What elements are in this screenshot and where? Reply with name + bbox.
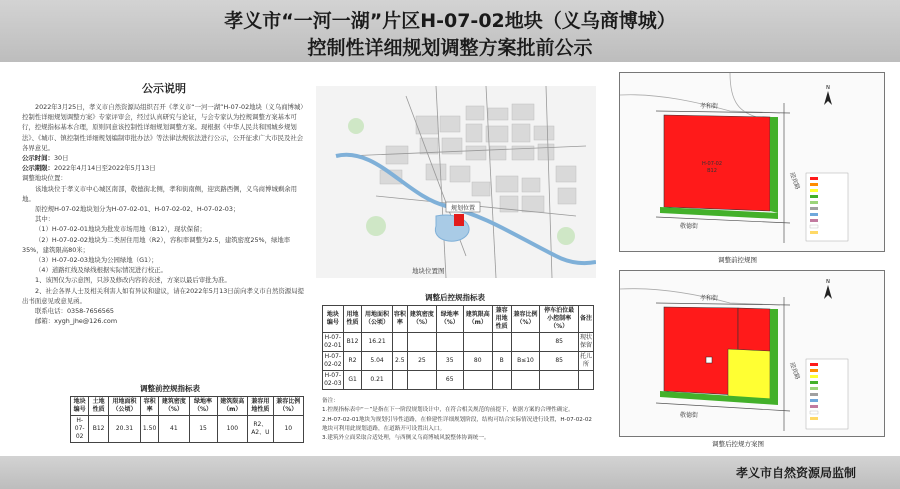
notice-overview-label: 调整地块位置： <box>22 174 67 183</box>
footer-org: 孝义市自然资源局监制 <box>735 466 856 480</box>
table-header-cell: 用地性质 <box>343 306 362 333</box>
map-after-caption: 调整后控规方案图 <box>712 440 764 448</box>
notice-section <box>22 80 306 326</box>
table-row <box>323 352 594 371</box>
road-label: 迎宾路 <box>788 171 801 191</box>
table-header-cell: 土地性质 <box>89 397 109 416</box>
table-cell <box>392 333 407 352</box>
table-cell <box>463 333 492 352</box>
table-header-cell: 容积率 <box>141 397 159 416</box>
svg-text:N: N <box>826 279 830 285</box>
table-cell: R2 <box>343 352 362 371</box>
table-cell: B12 <box>89 416 109 443</box>
after-table-caption: 调整后控规指标表 <box>425 293 485 302</box>
notice-note: 2、社会各界人士及相关利害人如有异议和建议，请在2022年5月13日前向孝义市自然资源局提出书面意见或意见函。 <box>22 286 304 305</box>
table-cell: 80 <box>463 352 492 371</box>
notice-email: 邮箱：xygh_jhe@126.com <box>35 317 118 326</box>
plot-label: B12 <box>707 168 717 174</box>
remark-item: 3.建筑外立面采取合适处理，与西侧义乌商博城风貌整体协调统一。 <box>322 435 490 442</box>
remark-item: 1.控规指标表中“－”是指在下一阶段规划设计中，在符合相关规范的前提下，依据方案的合理性确定。 <box>322 407 574 414</box>
table-cell: 20.31 <box>108 416 140 443</box>
table-header-cell: 地块编号 <box>71 397 89 416</box>
after-table <box>322 305 594 390</box>
table-cell: 85 <box>540 333 579 352</box>
notice-split: 原控规H-07-02地块划分为H-07-02-01、H-07-02-02、H-07-02-03； <box>35 205 240 214</box>
location-map-svg <box>316 86 596 278</box>
road-label: 孝和街 <box>700 295 719 302</box>
table-cell: B≤10 <box>511 352 540 371</box>
table-cell: 5.04 <box>362 352 392 371</box>
notice-term: 公示期限：2022年4月14日至2022年5月13日 <box>22 164 156 173</box>
map-after <box>619 270 885 437</box>
table-cell: 41 <box>159 416 189 443</box>
notice-note: 1、该图仅为示意图，只涉及修改内容的表述，方案以最后审批为准。 <box>35 276 231 285</box>
table-cell: 35 <box>436 352 463 371</box>
notice-among: 其中： <box>35 215 55 224</box>
table-cell: H-07-02 <box>71 416 89 443</box>
table-header-cell: 用地面积（公顷） <box>362 306 392 333</box>
notice-item: （1）H-07-02-01地块为批发市场用地（B12），现状保留； <box>35 225 206 234</box>
plot-location-marker <box>454 214 464 226</box>
page-title-line2: 控制性详细规划调整方案批前公示 <box>307 37 593 59</box>
table-header-cell: 停车泊位最小控制率（%） <box>540 306 579 333</box>
notice-paragraph: 2022年3月25日，孝义市自然资源局组织召开《孝义市“一河一湖”H-07-02地块（义乌商博城）控制性详细规划调整方案》专家评审会，经过认真研究与论证，与会专家认为控规调整方案基本可行，控规指标基本合理，原则同意该控制性详细规划调整方案。现根据《中华人民共和国城乡规划法》、《城市、镇控制性详细规划编制审批办法》等法律法规依法进行公示，公开征求广大市民及社会各界意见。 <box>22 103 304 152</box>
table-cell: 65 <box>436 371 463 390</box>
table-cell: 25 <box>407 352 436 371</box>
location-map <box>316 86 596 278</box>
road-label: 孝和街 <box>700 103 719 110</box>
table-row <box>323 371 594 390</box>
table-cell: 1.50 <box>141 416 159 443</box>
table-cell: H-07-02-03 <box>323 371 344 390</box>
table-cell <box>463 371 492 390</box>
table-header-cell: 建筑限高（m） <box>217 397 248 416</box>
svg-text:N: N <box>826 85 830 91</box>
table-header-cell: 兼容用地性质 <box>492 306 511 333</box>
table-cell: 现状保留 <box>579 333 594 352</box>
table-cell <box>407 333 436 352</box>
table-cell: B12 <box>343 333 362 352</box>
table-cell: 托儿所 <box>579 352 594 371</box>
table-header-cell: 建筑密度（%） <box>407 306 436 333</box>
plot-location-label: 规划位置 <box>450 205 476 212</box>
map-after-svg <box>620 271 885 437</box>
table-cell <box>511 333 540 352</box>
after-table-header-row <box>323 306 594 333</box>
table-header-cell: 兼容比例（%） <box>511 306 540 333</box>
road-label: 敬德街 <box>680 223 699 230</box>
plot-label: H-07-02 <box>701 161 723 167</box>
plot-b12 <box>664 307 738 395</box>
before-table-caption: 调整前控规指标表 <box>140 384 200 393</box>
notice-item: （2）H-07-02-02地块为二类居住用地（R2），容积率调整为2.5，建筑密度25%，绿地率35%，建筑限高80米； <box>22 235 291 254</box>
plot-r2 <box>728 349 770 399</box>
notice-heading: 公示说明 <box>142 82 186 95</box>
table-cell: 2.5 <box>392 352 407 371</box>
page-footer <box>0 456 900 489</box>
table-cell: 16.21 <box>362 333 392 352</box>
table-cell: 10 <box>273 416 303 443</box>
table-cell: R2、A2、U <box>248 416 274 443</box>
notice-overview: 该地块位于孝义市中心城区南部，敬德街北侧，孝和街南侧，迎宾路西侧，义乌商博城剩余用地。 <box>22 184 298 203</box>
before-table <box>70 396 304 443</box>
table-cell: 0.21 <box>362 371 392 390</box>
before-table-header-row <box>71 397 304 416</box>
page-header <box>0 0 900 62</box>
road-label: 迎宾路 <box>788 361 801 381</box>
map-before-caption: 调整前控规图 <box>718 256 757 264</box>
table-cell: H-07-02-01 <box>323 333 344 352</box>
table-header-cell: 建筑密度（%） <box>159 397 189 416</box>
notice-period: 公示时间：30日 <box>22 154 69 163</box>
table-cell: B <box>492 352 511 371</box>
table-cell <box>436 333 463 352</box>
table-cell <box>407 371 436 390</box>
table-cell <box>579 371 594 390</box>
table-row <box>71 416 304 443</box>
table-header-cell: 绿地率（%） <box>436 306 463 333</box>
table-cell: 15 <box>189 416 217 443</box>
table-cell: 85 <box>540 352 579 371</box>
table-header-cell: 兼容比例（%） <box>273 397 303 416</box>
table-header-cell: 备注 <box>579 306 594 333</box>
notice-item: （4）道路红线及绿线根据实际情况进行校正。 <box>35 266 167 275</box>
table-header-cell: 地块编号 <box>323 306 344 333</box>
table-cell <box>511 371 540 390</box>
notice-item: （3）H-07-02-03地块为公园绿地（G1）； <box>35 256 158 265</box>
table-cell <box>540 371 579 390</box>
remarks-title: 备注： <box>322 398 339 404</box>
table-header-cell: 兼容用地性质 <box>248 397 274 416</box>
table-cell <box>492 333 511 352</box>
table-cell: G1 <box>343 371 362 390</box>
table-row <box>323 333 594 352</box>
remark-item: 2.H-07-02-01地块为规划引导性道路，在修建性详细规划阶段，结构可结合实际情况进行设置，H-07-02-02地块可利用此规划道路，在道路开可设置出入口。 <box>322 416 592 432</box>
table-header-cell: 用地面积（公顷） <box>108 397 140 416</box>
table-cell <box>392 371 407 390</box>
map-before <box>619 72 885 252</box>
table-cell <box>492 371 511 390</box>
table-cell: 100 <box>217 416 248 443</box>
page-title-line1: 孝义市“一河一湖”片区H-07-02地块（义乌商博城） <box>224 10 676 32</box>
table-header-cell: 绿地率（%） <box>189 397 217 416</box>
map-before-svg <box>620 73 885 252</box>
table-cell: H-07-02-02 <box>323 352 344 371</box>
notice-phone: 联系电话：0358-7656565 <box>35 307 114 316</box>
after-table-body <box>323 333 594 390</box>
location-map-caption: 地块位置图 <box>412 267 445 275</box>
before-table-body <box>71 416 304 443</box>
table-header-cell: 容积率 <box>392 306 407 333</box>
remarks-section <box>322 397 592 443</box>
road-label: 敬德街 <box>680 412 699 419</box>
table-header-cell: 建筑限高（m） <box>463 306 492 333</box>
